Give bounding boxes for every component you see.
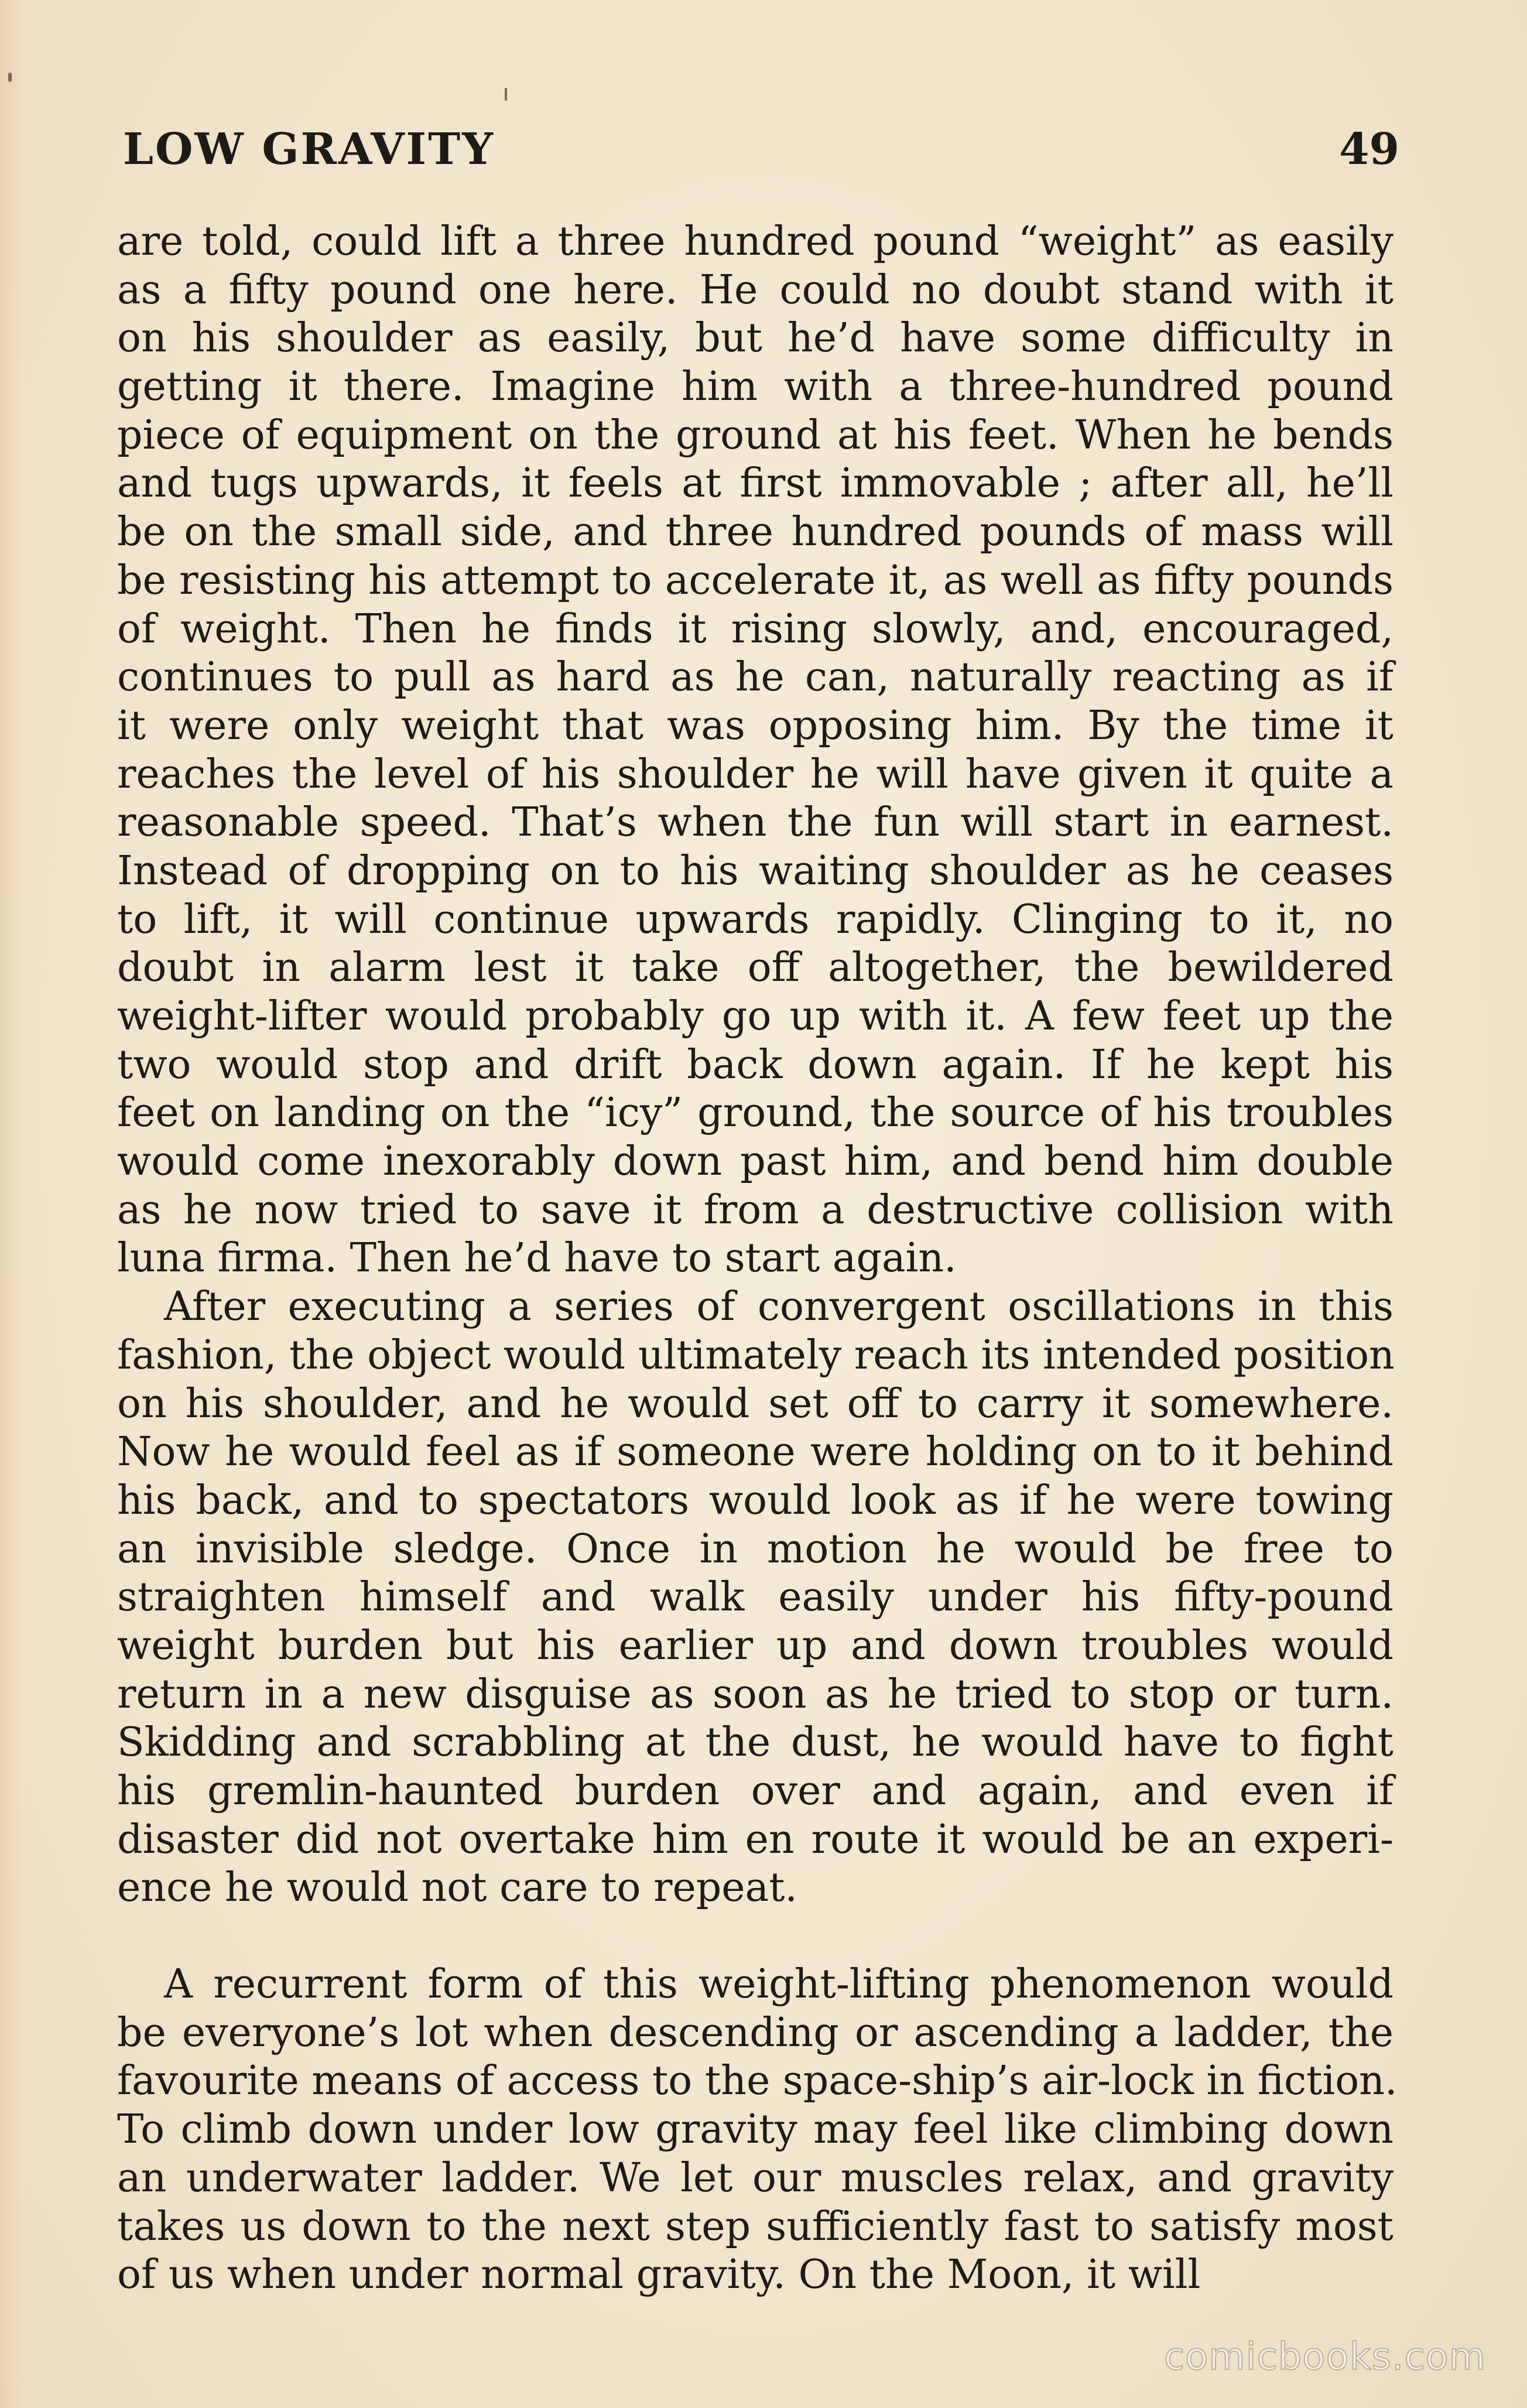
print-speck <box>8 73 12 82</box>
text-line: to lift, it will continue upwards rapidly. Clinging to it, no <box>117 896 1394 943</box>
text-line: be resisting his attempt to accelerate it, as well as fifty pounds <box>117 557 1394 604</box>
paragraph <box>117 1961 1398 2300</box>
text-line: takes us down to the next step sufficiently fast to satisfy most <box>117 2203 1394 2250</box>
text-line: an underwater ladder. We let our muscles relax, and gravity <box>117 2154 1394 2201</box>
text-line: Instead of dropping on to his waiting shoulder as he ceases <box>117 847 1394 894</box>
text-line: Skidding and scrabbling at the dust, he would have to fight <box>117 1719 1394 1766</box>
text-line: favourite means of access to the space-ship’s air-lock in fiction. <box>117 2058 1398 2105</box>
text-line: Now he would feel as if someone were holding on to it behind <box>117 1429 1394 1476</box>
body-text <box>117 218 1398 2300</box>
text-line: would come inexorably down past him, and bend him double <box>117 1138 1394 1185</box>
page-edge-shadow <box>0 0 23 2408</box>
text-line: as a fifty pound one here. He could no doubt stand with it <box>117 266 1394 313</box>
text-line: doubt in alarm lest it take off altogether, the bewildered <box>117 945 1394 991</box>
text-line: To climb down under low gravity may feel like climbing down <box>117 2106 1394 2153</box>
watermark: comicbooks.com <box>1163 2335 1486 2379</box>
text-line: luna firma. Then he’d have to start again. <box>117 1235 957 1282</box>
text-line: an invisible sledge. Once in motion he would be free to <box>117 1525 1394 1572</box>
text-line: it were only weight that was opposing him. By the time it <box>117 702 1394 749</box>
text-line: his gremlin-haunted burden over and again, and even if <box>117 1768 1394 1814</box>
text-line: on his shoulder as easily, but he’d have some difficulty in <box>117 315 1394 362</box>
text-line: and tugs upwards, it feels at first immovable ; after all, he’ll <box>117 460 1394 507</box>
text-line: reasonable speed. That’s when the fun will start in earnest. <box>117 799 1394 846</box>
text-line: two would stop and drift back down again. If he kept his <box>117 1041 1394 1088</box>
text-line: straighten himself and walk easily under his fifty-pound <box>117 1574 1394 1621</box>
text-line: return in a new disguise as soon as he tried to stop or turn. <box>117 1671 1394 1718</box>
text-line: weight burden but his earlier up and down troubles would <box>117 1622 1394 1669</box>
text-line: on his shoulder, and he would set off to carry it somewhere. <box>117 1380 1394 1427</box>
text-line: ence he would not care to repeat. <box>117 1865 798 1911</box>
page-number: 49 <box>1339 124 1399 175</box>
section-break <box>117 1913 1394 1961</box>
text-line: disaster did not overtake him en route it would be an experi- <box>117 1816 1394 1863</box>
text-line: piece of equipment on the ground at his feet. When he bends <box>117 412 1394 459</box>
text-line: fashion, the object would ultimately reach its intended position <box>117 1332 1395 1379</box>
text-line: are told, could lift a three hundred pound “weight” as easily <box>117 218 1394 265</box>
text-line: After executing a series of convergent oscillations in this <box>164 1284 1394 1330</box>
text-line: weight-lifter would probably go up with it. A few feet up the <box>117 993 1394 1039</box>
text-line: be everyone’s lot when descending or ascending a ladder, the <box>117 2009 1394 2056</box>
text-line: feet on landing on the “icy” ground, the source of his troubles <box>117 1090 1394 1137</box>
paragraph <box>117 1283 1394 1913</box>
text-line: A recurrent form of this weight-lifting phenomenon would <box>164 1961 1394 2008</box>
running-head: LOW GRAVITY <box>123 124 495 175</box>
text-line: as he now tried to save it from a destructive collision with <box>117 1186 1394 1233</box>
text-line: reaches the level of his shoulder he will have given it quite a <box>117 751 1394 798</box>
text-line: getting it there. Imagine him with a three-hundred pound <box>117 364 1394 411</box>
text-line: his back, and to spectators would look as if he were towing <box>117 1477 1394 1524</box>
paragraph <box>117 218 1394 1283</box>
print-speck <box>505 88 507 101</box>
text-line: of weight. Then he finds it rising slowly, and, encouraged, <box>117 606 1394 652</box>
text-line: continues to pull as hard as he can, naturally reacting as if <box>117 654 1394 701</box>
text-line: of us when under normal gravity. On the Moon, it will <box>117 2252 1201 2298</box>
page-header <box>123 117 1399 182</box>
text-line: be on the small side, and three hundred pounds of mass will <box>117 509 1394 556</box>
